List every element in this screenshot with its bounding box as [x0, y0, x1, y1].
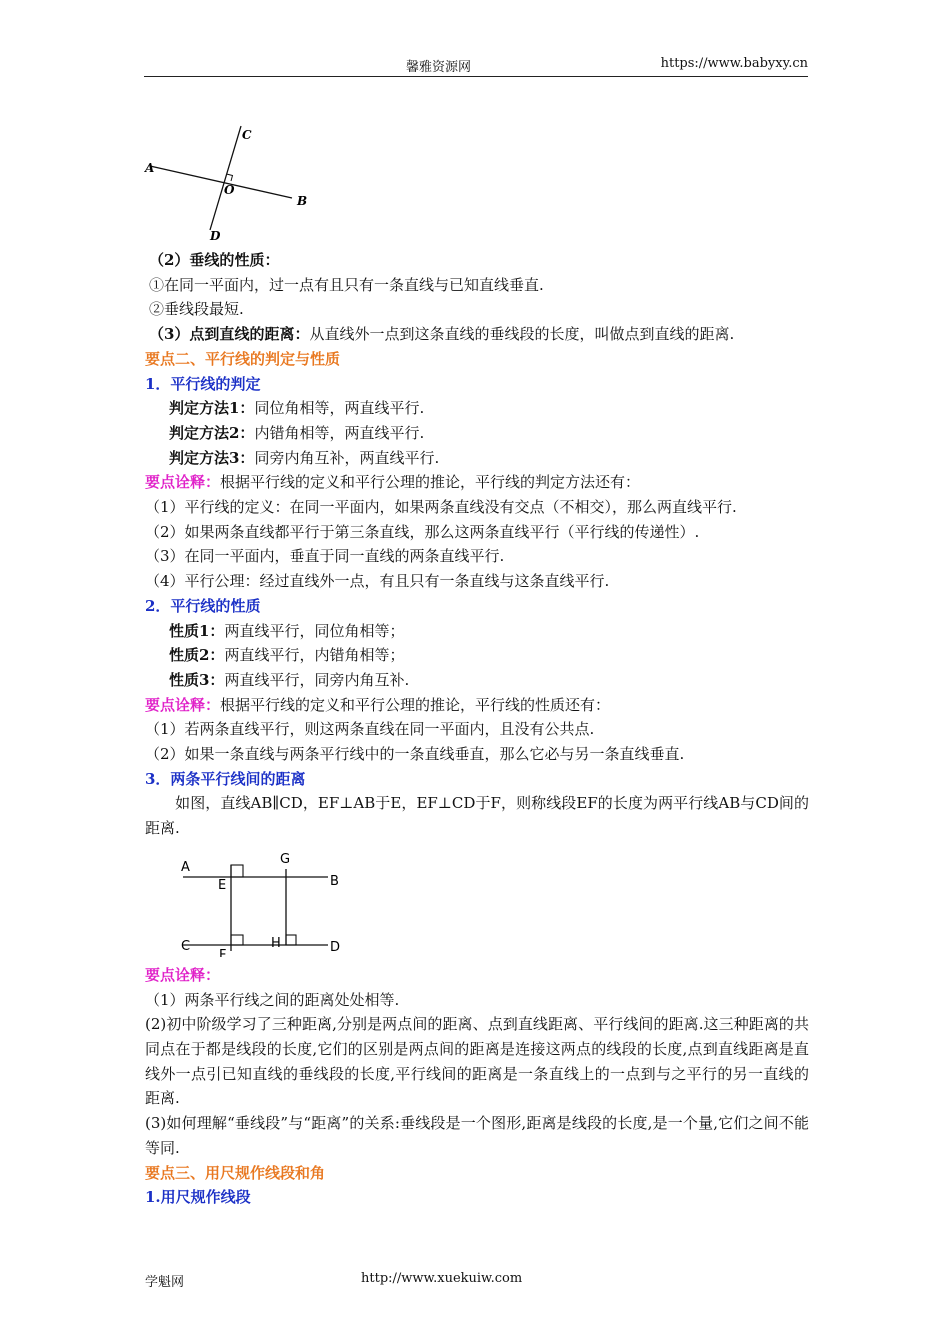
property-3 [145, 668, 809, 693]
footer-url-link[interactable]: http://www.xuekuiw.com [361, 1271, 523, 1286]
document-body [145, 248, 809, 1210]
note-label: 要点诠释： [145, 695, 221, 714]
header-url-link[interactable]: https://www.babyxy.cn [660, 56, 808, 71]
page-header [144, 56, 808, 77]
right-angle-mark [227, 174, 233, 181]
point-line-distance-text: 从直线外一点到这条直线的垂线段的长度，叫做点到直线的距离. [309, 325, 735, 344]
section-3-title: 要点三、用尺规作线段和角 [145, 1163, 326, 1182]
property-label: 性质3： [169, 670, 225, 689]
note-distance-label: 要点诠释： [145, 965, 221, 984]
right-angle-mark-h [286, 935, 296, 945]
label-f: F [219, 947, 227, 957]
header-site-name: 馨雅资源网 [406, 60, 472, 75]
label-e: E [218, 877, 227, 893]
property-text: 两直线平行，内错角相等； [224, 646, 405, 665]
property-text: 两直线平行，同旁内角互补. [224, 670, 410, 689]
note-judgment-item: （3）在同一平面内，垂直于同一直线的两条直线平行. [145, 547, 505, 566]
label-b: B [297, 194, 308, 208]
parallel-distance-figure [181, 847, 351, 957]
note-judgment-item: （4）平行公理：经过直线外一点，有且只有一条直线与这条直线平行. [145, 572, 610, 591]
label-b: B [330, 873, 339, 889]
judgment-method-2 [145, 421, 809, 446]
distance-paragraph: 如图，直线AB∥CD，EF⊥AB于E，EF⊥CD于F，则称线段EF的长度为两平行线AB与CD间的距离. [145, 794, 809, 838]
property-label: 性质1： [169, 621, 225, 640]
note-distance-item: （1）两条平行线之间的距离处处相等. [145, 990, 400, 1009]
note-properties [145, 693, 809, 718]
method-text: 同旁内角互补，两直线平行. [254, 448, 440, 467]
method-label: 判定方法2： [169, 423, 255, 442]
label-a: A [181, 859, 190, 875]
section-2-title: 要点二、平行线的判定与性质 [145, 349, 341, 368]
label-g: G [280, 851, 291, 867]
label-d: D [210, 229, 221, 243]
note-properties-item: （1）若两条直线平行，则这两条直线在同一平面内，且没有公共点. [145, 720, 595, 739]
perp-prop-1: ①在同一平面内，过一点有且只有一条直线与已知直线垂直. [149, 275, 544, 294]
label-c: C [181, 938, 191, 954]
line-cd [210, 126, 241, 230]
point-line-distance-label: （3）点到直线的距离： [149, 325, 310, 344]
method-label: 判定方法1： [169, 399, 255, 418]
method-text: 内错角相等，两直线平行. [254, 423, 425, 442]
note-text: 根据平行线的定义和平行公理的推论，平行线的判定方法还有： [220, 473, 641, 492]
note-distance-item: (3)如何理解“垂线段”与“距离”的关系:垂线段是一个图形,距离是线段的长度,是一个量,它们之间不能等同. [145, 1114, 809, 1157]
perpendicular-lines-figure [140, 122, 320, 244]
footer-site-name: 学魁网 [145, 1275, 185, 1290]
method-text: 同位角相等，两直线平行. [254, 399, 425, 418]
note-label: 要点诠释： [145, 473, 221, 492]
note-judgment-item: （1）平行线的定义：在同一平面内，如果两条直线没有交点（不相交），那么两直线平行. [145, 498, 737, 517]
property-1 [145, 619, 809, 644]
note-judgment [145, 470, 809, 495]
method-label: 判定方法3： [169, 448, 255, 467]
judgment-method-3 [145, 446, 809, 471]
subsection-distance-title: 3．两条平行线间的距离 [145, 769, 306, 788]
label-c: C [242, 128, 252, 142]
label-h: H [271, 935, 281, 951]
note-judgment-item: （2）如果两条直线都平行于第三条直线，那么这两条直线平行（平行线的传递性）. [145, 522, 700, 541]
subsection-construct-segment-title: 1.用尺规作线段 [145, 1188, 251, 1207]
right-angle-mark-e [231, 865, 243, 877]
judgment-method-1 [145, 396, 809, 421]
subsection-judgment-title: 1．平行线的判定 [145, 374, 261, 393]
label-d: D [330, 939, 341, 955]
perp-props-heading: （2）垂线的性质： [149, 251, 280, 269]
property-2 [145, 643, 809, 668]
note-distance-item: (2)初中阶级学习了三种距离,分别是两点间的距离、点到直线距离、平行线间的距离.这三种距离的共同点在于都是线段的长度,它们的区别是两点间的距离是连接这两点的线段的长度,点到直线距离是直线外一点引已知直线的垂线段的长度,平行线间的距离是一条直线上的一点到与之平行的另一直线的距离. [145, 1015, 809, 1108]
label-a: A [145, 161, 155, 175]
right-angle-mark-f [231, 935, 243, 945]
note-properties-item: （2）如果一条直线与两条平行线中的一条直线垂直，那么它必与另一条直线垂直. [145, 745, 685, 764]
property-label: 性质2： [169, 646, 225, 665]
property-text: 两直线平行，同位角相等； [224, 621, 405, 640]
label-o: O [224, 183, 235, 197]
perp-prop-2: ②垂线段最短. [149, 300, 244, 319]
subsection-properties-title: 2．平行线的性质 [145, 596, 261, 615]
point-line-distance [145, 322, 809, 347]
note-text: 根据平行线的定义和平行公理的推论，平行线的性质还有： [220, 695, 611, 714]
